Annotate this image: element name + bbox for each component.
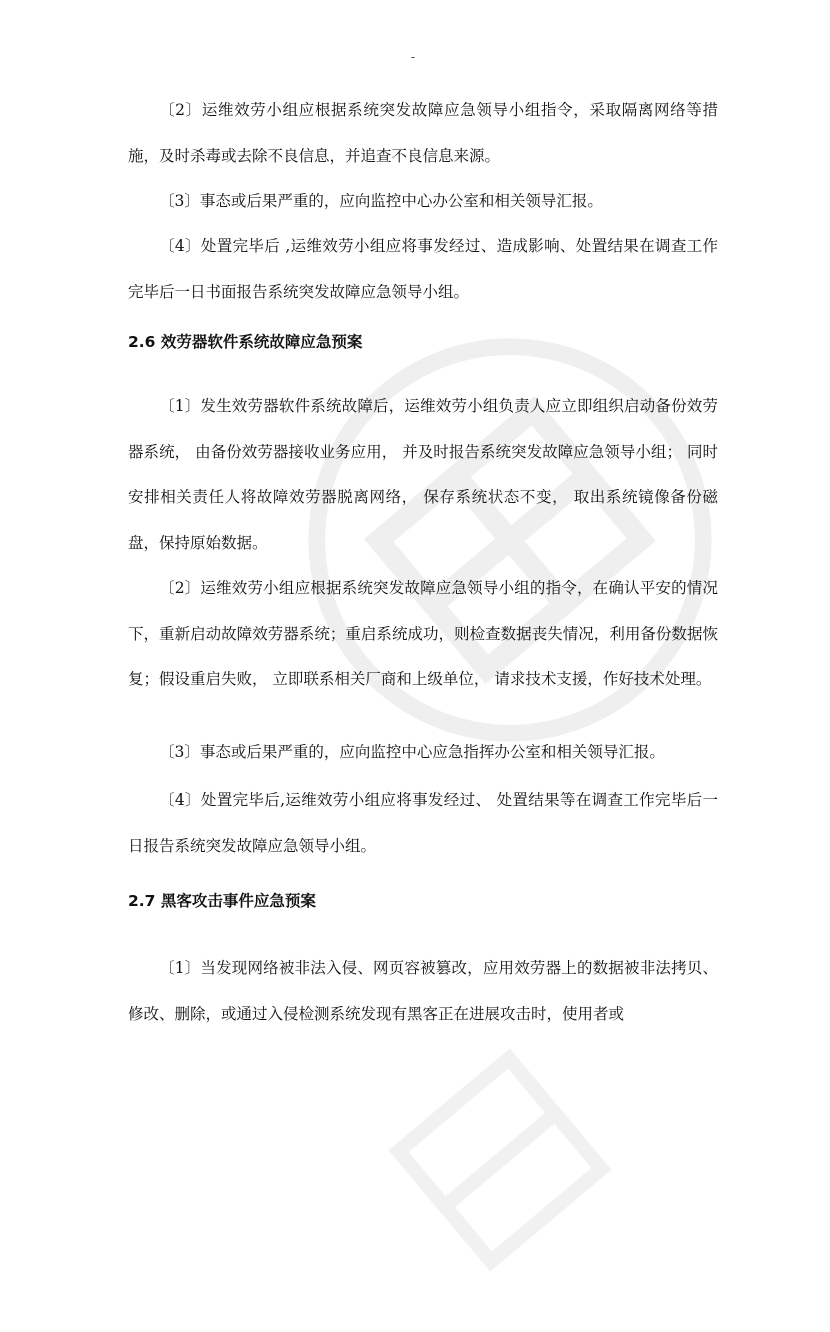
paragraph-report-severe: 〔3〕事态或后果严重的，应向监控中心办公室和相关领导汇报。: [159, 192, 603, 210]
section-heading-2-6: 2.6 效劳器软件系统故障应急预案: [128, 333, 363, 351]
paragraph-hacker-intrusion: 〔1〕当发现网络被非法入侵、网页容被篡改，应用效劳器上的数据被非法拷贝、修改、删除，或通过入侵检测系统发现有黑客正在进展攻击时，使用者或: [128, 959, 718, 1023]
section-heading-2-7: 2.7 黑客攻击事件应急预案: [128, 892, 316, 910]
paragraph-written-report: 〔4〕处置完毕后 ,运维效劳小组应将事发经过、造成影响、处置结果在调查工作完毕后一日书面报告系统突发故障应急领导小组。: [128, 237, 718, 301]
paragraph-report-command-office: 〔3〕事态或后果严重的，应向监控中心应急指挥办公室和相关领导汇报。: [159, 743, 665, 761]
paragraph-isolation-measures: 〔2〕运维效劳小组应根据系统突发故障应急领导小组指令，采取隔离网络等措施，及时杀毒或去除不良信息，并追查不良信息来源。: [128, 101, 718, 165]
paragraph-start-backup-server: 〔1〕发生效劳器软件系统故障后，运维效劳小组负责人应立即组织启动备份效劳器系统， 由备份效劳器接收业务应用， 并及时报告系统突发故障应急领导小组； 同时安排相关责任人将故障效劳器脱离网络， 保存系统状态不变， 取出系统镜像备份磁盘，保持原始数据。: [128, 397, 718, 552]
paragraph-post-handling-report: 〔4〕处置完毕后,运维效劳小组应将事发经过、 处置结果等在调查工作完毕后一日报告系统突发故障应急领导小组。: [128, 791, 718, 855]
paragraph-restart-server: 〔2〕运维效劳小组应根据系统突发故障应急领导小组的指令，在确认平安的情况下，重新启动故障效劳器系统；重启系统成功，则检查数据丧失情况，利用备份数据恢复；假设重启失败， 立即联系相关厂商和上级单位， 请求技术支援，作好技术处理。: [128, 579, 718, 688]
watermark-secondary-icon: [331, 991, 669, 1329]
page-header-mark: -: [411, 50, 416, 64]
